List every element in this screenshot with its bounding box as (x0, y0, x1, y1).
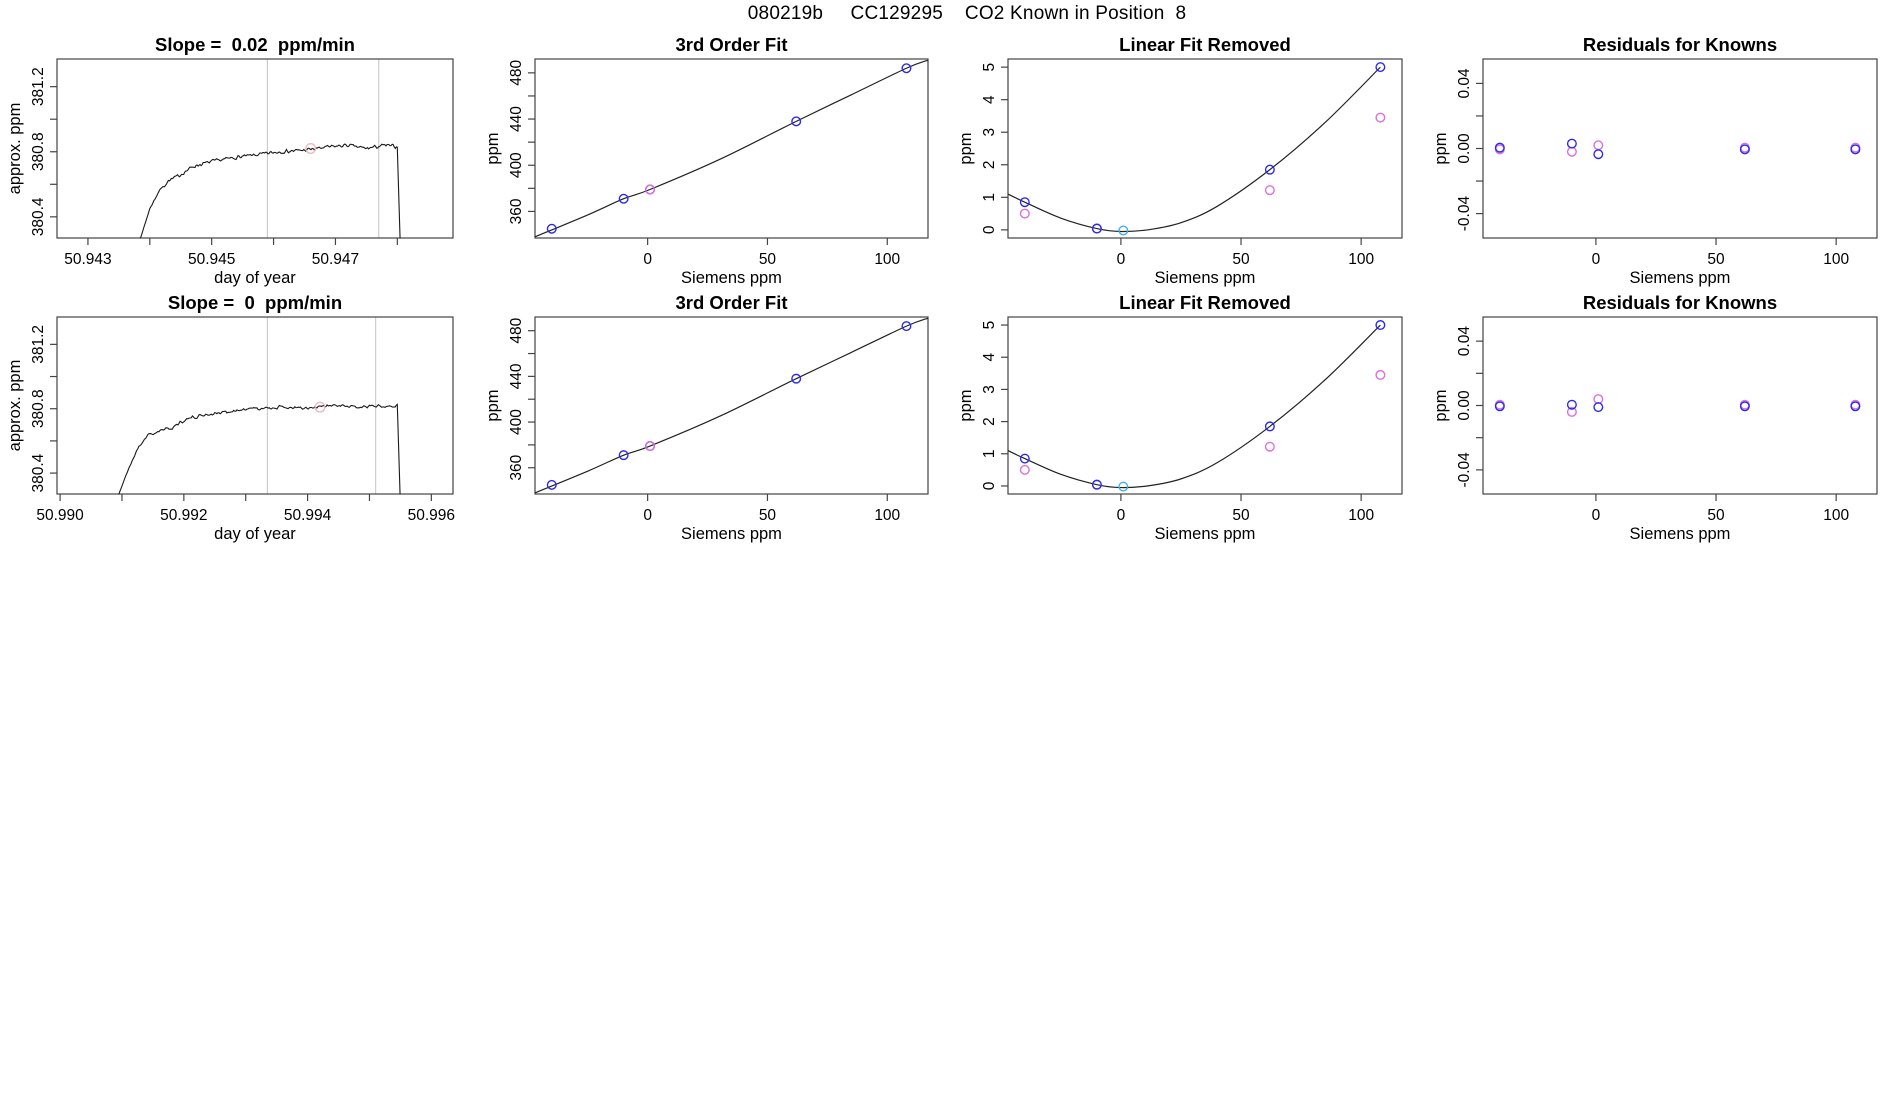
x-axis-label: Siemens ppm (681, 269, 782, 287)
plot-title: 3rd Order Fit (675, 292, 788, 313)
y-axis-label: approx. ppm (6, 102, 24, 195)
y-tick-label: 440 (508, 363, 525, 390)
data-point-second-injection (1568, 147, 1577, 156)
x-tick-label: 100 (1823, 251, 1850, 268)
signal-trace (118, 404, 400, 502)
x-tick-label: 50 (758, 507, 777, 524)
linear-fit-removed-bottom (957, 292, 1402, 543)
x-tick-label: 50.996 (407, 507, 456, 524)
x-axis-label: Siemens ppm (681, 525, 782, 543)
x-tick-label: 0 (643, 251, 652, 268)
plot-title: Slope = 0.02 ppm/min (155, 34, 355, 55)
y-tick-label: 0 (981, 225, 998, 235)
y-tick-label: 380.4 (30, 453, 47, 493)
x-tick-label: 50 (1232, 507, 1250, 524)
x-tick-label: 50.947 (311, 251, 360, 268)
y-tick-label: -0.04 (1456, 195, 1473, 232)
x-axis-label: Siemens ppm (1154, 525, 1256, 543)
y-tick-label: 2 (981, 417, 998, 426)
y-tick-label: 380.4 (30, 197, 47, 237)
x-tick-label: 0 (1591, 251, 1601, 268)
residuals-top (1432, 34, 1877, 287)
third-order-fit-top (484, 34, 928, 287)
y-tick-label: 5 (981, 62, 998, 72)
x-tick-label: 0 (1591, 507, 1601, 524)
plot-frame (1483, 59, 1877, 238)
data-point-reference-zero (1119, 226, 1128, 235)
x-axis-label: day of year (214, 525, 296, 543)
x-tick-label: 100 (874, 251, 901, 268)
y-tick-label: 360 (508, 454, 525, 481)
y-tick-label: 380.8 (30, 389, 47, 429)
x-tick-label: 100 (1823, 507, 1850, 524)
y-tick-label: 0.04 (1456, 68, 1473, 99)
y-tick-label: 4 (981, 95, 998, 104)
y-tick-label: 0.04 (1456, 326, 1473, 357)
y-tick-label: 3 (981, 385, 998, 394)
plot-title: Linear Fit Removed (1119, 292, 1291, 313)
y-tick-label: 360 (508, 198, 525, 225)
y-tick-label: 0.00 (1456, 133, 1473, 164)
third-order-fit-bottom (484, 292, 928, 543)
figure-title: 080219b CC129295 CO2 Known in Position 8 (747, 3, 1187, 24)
residuals-bottom (1432, 292, 1877, 543)
y-tick-label: 440 (508, 106, 525, 132)
y-tick-label: -0.04 (1456, 452, 1473, 488)
y-tick-label: 381.2 (30, 324, 47, 364)
x-tick-label: 50.994 (283, 507, 332, 524)
x-tick-label: 50 (1232, 251, 1250, 268)
x-tick-label: 50 (758, 251, 777, 268)
x-tick-label: 0 (643, 507, 652, 524)
data-point-second-injection (1594, 141, 1603, 150)
y-tick-label: 5 (981, 320, 998, 330)
linear-fit-removed-top (957, 34, 1402, 287)
plot-frame (57, 317, 453, 494)
data-point-known-gas (1594, 150, 1603, 159)
x-tick-label: 50 (1707, 251, 1725, 268)
x-axis-label: day of year (214, 269, 296, 287)
fit-curve (535, 318, 928, 493)
data-point-second-injection (1266, 442, 1275, 451)
x-tick-label: 100 (1348, 251, 1375, 268)
data-point-second-injection (1021, 209, 1030, 218)
y-tick-label: 3 (981, 127, 998, 137)
y-axis-label: ppm (1432, 132, 1450, 165)
x-tick-label: 100 (874, 507, 901, 524)
data-point-known-gas (1568, 139, 1577, 148)
x-axis-label: Siemens ppm (1629, 525, 1731, 543)
plot-frame (57, 59, 453, 238)
y-tick-label: 400 (508, 409, 525, 435)
y-axis-label: ppm (957, 389, 975, 422)
data-point-reference-zero (1119, 482, 1128, 491)
y-tick-label: 0.00 (1456, 390, 1473, 421)
timeseries-slope-bottom (6, 292, 455, 543)
timeseries-slope-top (6, 34, 453, 287)
x-tick-label: 50.992 (160, 507, 208, 524)
plot-title: 3rd Order Fit (675, 34, 788, 55)
plot-frame (1008, 317, 1402, 494)
y-tick-label: 381.2 (30, 67, 47, 107)
x-tick-label: 100 (1348, 507, 1375, 524)
y-axis-label: ppm (957, 132, 975, 165)
y-tick-label: 1 (981, 449, 998, 459)
y-axis-label: approx. ppm (6, 359, 24, 452)
data-point-second-injection (1021, 466, 1030, 475)
x-tick-label: 50.945 (187, 251, 236, 268)
plot-title: Residuals for Knowns (1582, 34, 1778, 55)
fit-curve (1008, 67, 1380, 231)
x-tick-label: 0 (1116, 507, 1126, 524)
x-axis-label: Siemens ppm (1154, 269, 1256, 287)
signal-trace (140, 144, 401, 246)
plot-title: Slope = 0 ppm/min (167, 292, 343, 313)
y-tick-label: 4 (981, 352, 998, 362)
y-tick-label: 2 (981, 160, 998, 170)
fit-curve (535, 60, 928, 237)
x-tick-label: 50 (1707, 507, 1725, 524)
y-tick-label: 480 (508, 317, 525, 344)
data-point-second-injection (1376, 371, 1385, 380)
y-tick-label: 480 (508, 59, 525, 86)
data-point-second-injection (1266, 186, 1275, 195)
y-tick-label: 380.8 (30, 132, 47, 172)
fit-curve (1008, 325, 1380, 488)
data-point-known-gas (1594, 403, 1603, 412)
x-tick-label: 50.990 (36, 507, 84, 524)
y-axis-label: ppm (484, 132, 502, 165)
y-tick-label: 0 (981, 481, 998, 491)
x-tick-label: 0 (1116, 251, 1126, 268)
x-tick-label: 50.943 (64, 251, 112, 268)
plot-title: Linear Fit Removed (1119, 34, 1291, 55)
plot-title: Residuals for Knowns (1582, 292, 1778, 313)
plot-frame (1483, 317, 1877, 494)
plot-frame (1008, 59, 1402, 238)
plateau-marker (315, 402, 325, 412)
y-axis-label: ppm (484, 389, 502, 422)
data-point-second-injection (1594, 395, 1603, 404)
y-tick-label: 1 (981, 193, 998, 202)
data-point-second-injection (1376, 113, 1385, 122)
y-tick-label: 400 (508, 152, 525, 179)
y-axis-label: ppm (1432, 389, 1450, 422)
x-axis-label: Siemens ppm (1629, 269, 1731, 287)
